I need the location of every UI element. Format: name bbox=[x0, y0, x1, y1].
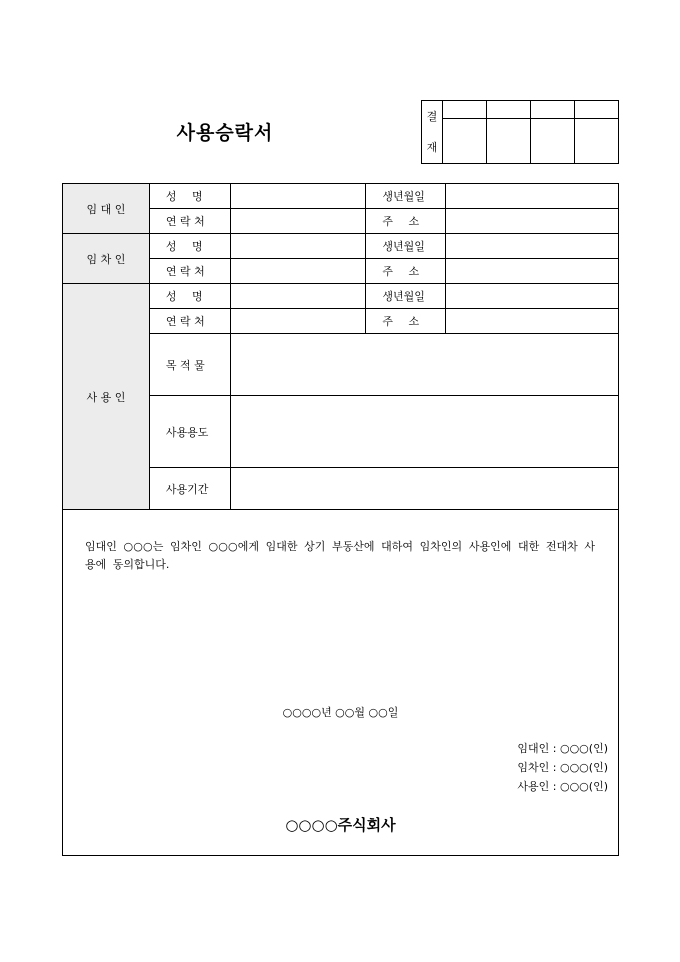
landlord-label: 임 대 인 bbox=[63, 184, 150, 234]
user-name-label: 성 명 bbox=[149, 284, 230, 309]
landlord-birth-field[interactable] bbox=[446, 184, 619, 209]
tenant-signature: 임차인 : ○○○(인) bbox=[517, 761, 608, 774]
company-name: ○○○○주식회사 bbox=[285, 816, 396, 834]
tenant-contact-label: 연 락 처 bbox=[149, 259, 230, 284]
purpose-label: 목 적 물 bbox=[149, 334, 230, 396]
landlord-name-field[interactable] bbox=[230, 184, 366, 209]
landlord-address-label: 주 소 bbox=[366, 209, 446, 234]
landlord-birth-label: 생년월일 bbox=[366, 184, 446, 209]
usage-field[interactable] bbox=[230, 396, 618, 468]
user-address-label: 주 소 bbox=[366, 309, 446, 334]
period-label: 사용기간 bbox=[149, 468, 230, 510]
approval-header-1 bbox=[443, 101, 487, 119]
user-address-field[interactable] bbox=[446, 309, 619, 334]
approval-sign-3[interactable] bbox=[531, 119, 575, 164]
landlord-contact-field[interactable] bbox=[230, 209, 366, 234]
tenant-address-label: 주 소 bbox=[366, 259, 446, 284]
landlord-signature: 임대인 : ○○○(인) bbox=[517, 742, 608, 755]
approval-header-3 bbox=[531, 101, 575, 119]
usage-label: 사용용도 bbox=[149, 396, 230, 468]
approval-box bbox=[421, 100, 619, 164]
approval-label bbox=[422, 101, 443, 164]
tenant-contact-field[interactable] bbox=[230, 259, 366, 284]
approval-sign-4[interactable] bbox=[575, 119, 619, 164]
tenant-birth-field[interactable] bbox=[446, 234, 619, 259]
period-field[interactable] bbox=[230, 468, 618, 510]
user-birth-field[interactable] bbox=[446, 284, 619, 309]
user-signature: 사용인 : ○○○(인) bbox=[517, 780, 608, 793]
approval-header-2 bbox=[487, 101, 531, 119]
landlord-contact-label: 연 락 처 bbox=[149, 209, 230, 234]
consent-body bbox=[63, 510, 619, 856]
user-label: 사 용 인 bbox=[63, 284, 150, 510]
purpose-field[interactable] bbox=[230, 334, 618, 396]
approval-label-bottom: 재 bbox=[426, 141, 438, 154]
tenant-birth-label: 생년월일 bbox=[366, 234, 446, 259]
approval-sign-1[interactable] bbox=[443, 119, 487, 164]
consent-statement: 임대인 ○○○는 임차인 ○○○에게 임대한 상기 부동산에 대하여 임차인의 사용인에 대한 전대차 사용에 동의합니다. bbox=[85, 540, 595, 571]
tenant-name-label: 성 명 bbox=[149, 234, 230, 259]
user-name-field[interactable] bbox=[230, 284, 366, 309]
approval-label-top: 결 bbox=[426, 110, 438, 123]
user-contact-field[interactable] bbox=[230, 309, 366, 334]
tenant-name-field[interactable] bbox=[230, 234, 366, 259]
approval-header-4 bbox=[575, 101, 619, 119]
approval-sign-2[interactable] bbox=[487, 119, 531, 164]
landlord-address-field[interactable] bbox=[446, 209, 619, 234]
landlord-name-label: 성 명 bbox=[149, 184, 230, 209]
tenant-label: 임 차 인 bbox=[63, 234, 150, 284]
tenant-address-field[interactable] bbox=[446, 259, 619, 284]
document-title: 사용승락서 bbox=[176, 122, 274, 144]
user-birth-label: 생년월일 bbox=[366, 284, 446, 309]
consent-date: ○○○○년 ○○월 ○○일 bbox=[282, 706, 399, 719]
consent-form-table bbox=[62, 183, 619, 856]
user-contact-label: 연 락 처 bbox=[149, 309, 230, 334]
